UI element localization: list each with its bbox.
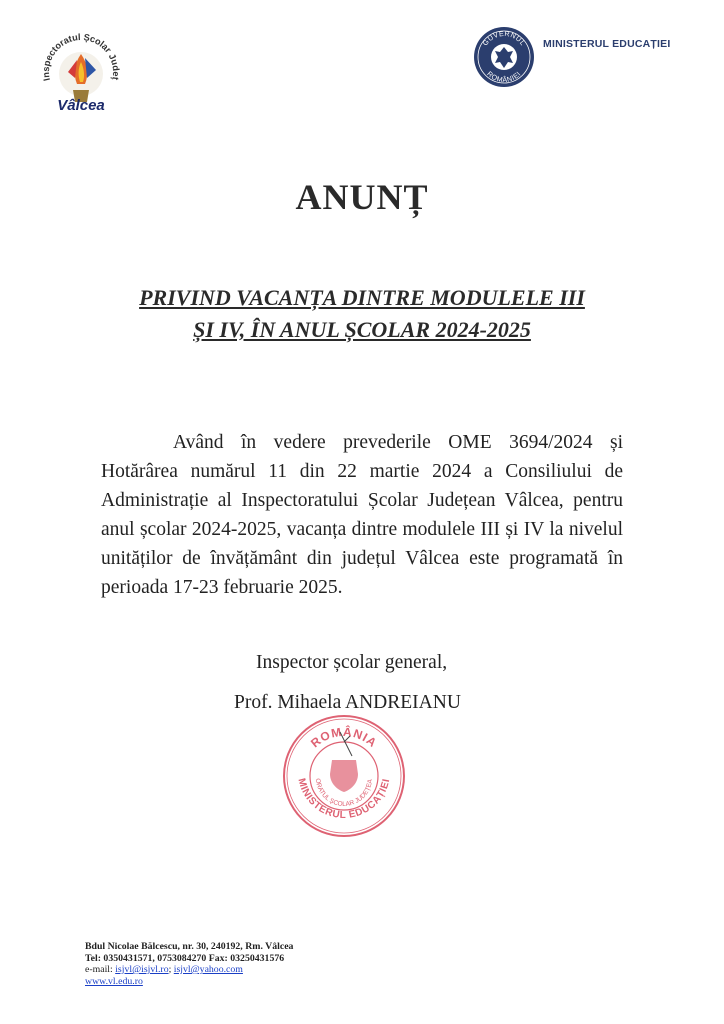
signer-role: Inspector școlar general, xyxy=(256,652,448,673)
stamp-seal-icon xyxy=(280,712,408,840)
signer-name: Prof. Mihaela ANDREIANU xyxy=(234,692,461,713)
gov-seal-icon xyxy=(473,26,535,88)
footer-website-link[interactable]: www.vl.edu.ro xyxy=(85,975,143,987)
announcement-body xyxy=(101,428,623,602)
ministry-name: MINISTERUL EDUCAȚIEI xyxy=(543,38,671,50)
subtitle-line-1: PRIVIND VACANȚA DINTRE MODULELE III xyxy=(139,285,585,310)
footer-email-label: e-mail: xyxy=(85,964,113,975)
stamp-bottom-text: MINISTERUL EDUCAȚIEI xyxy=(295,777,393,822)
footer-fax: 03250431576 xyxy=(230,952,285,964)
stamp-inner-text: ORATUL ȘCOLAR JUDEȚEA xyxy=(313,778,375,809)
footer-phone-label: Tel: xyxy=(85,952,101,964)
footer-email-link-2[interactable]: isjvl@yahoo.com xyxy=(173,964,243,975)
gov-seal-bottom-text: ROMÂNIEI xyxy=(485,70,523,85)
official-stamp xyxy=(280,712,408,840)
gov-seal-top-text: GUVERNUL xyxy=(481,30,527,48)
gov-seal-logo xyxy=(473,26,535,88)
isj-logo-arc-text: Inspectoratul Școlar Județ xyxy=(40,32,122,82)
svg-text:ROMÂNIA xyxy=(308,724,380,751)
footer-fax-label: Fax: xyxy=(208,952,228,964)
stamp-top-text: ROMÂNIA xyxy=(308,724,380,751)
subtitle xyxy=(90,282,634,346)
isj-logo-city: Vâlcea xyxy=(57,97,105,112)
isj-emblem-icon xyxy=(40,28,122,112)
subtitle-line-2: ȘI IV, ÎN ANUL ȘCOLAR 2024-2025 xyxy=(193,317,531,342)
isj-logo xyxy=(40,28,122,112)
svg-text:…TORATUL ȘCOLAR JUDEȚEAN… xyxy=(280,712,374,808)
footer-contact xyxy=(85,941,293,987)
page-title: ANUNȚ xyxy=(295,177,429,217)
footer-website-line xyxy=(85,976,293,988)
footer-email-line: e-mail: isjvl@isjvl.ro; isjvl@yahoo.com xyxy=(85,964,243,975)
body-paragraph: Având în vedere prevederile OME 3694/2024 și Hotărârea numărul 11 din 22 martie 2024 a Consiliului de Administrație al Inspectoratului Școlar Județean Vâlcea, pentru anul școlar 2024-2025, vacanța dintre modulele III și IV la nivelul unităților de învățământ din județul Vâlcea este programată în perioada 17-23 februarie 2025. xyxy=(101,432,623,598)
footer-phones: 0350431571, 0753084270 xyxy=(103,952,207,964)
footer-email-link-1[interactable]: isjvl@isjvl.ro xyxy=(115,964,169,975)
footer-address: Bdul Nicolae Bălcescu, nr. 30, 240192, Rm. Vâlcea xyxy=(85,941,294,952)
footer-phone-line xyxy=(85,953,293,965)
